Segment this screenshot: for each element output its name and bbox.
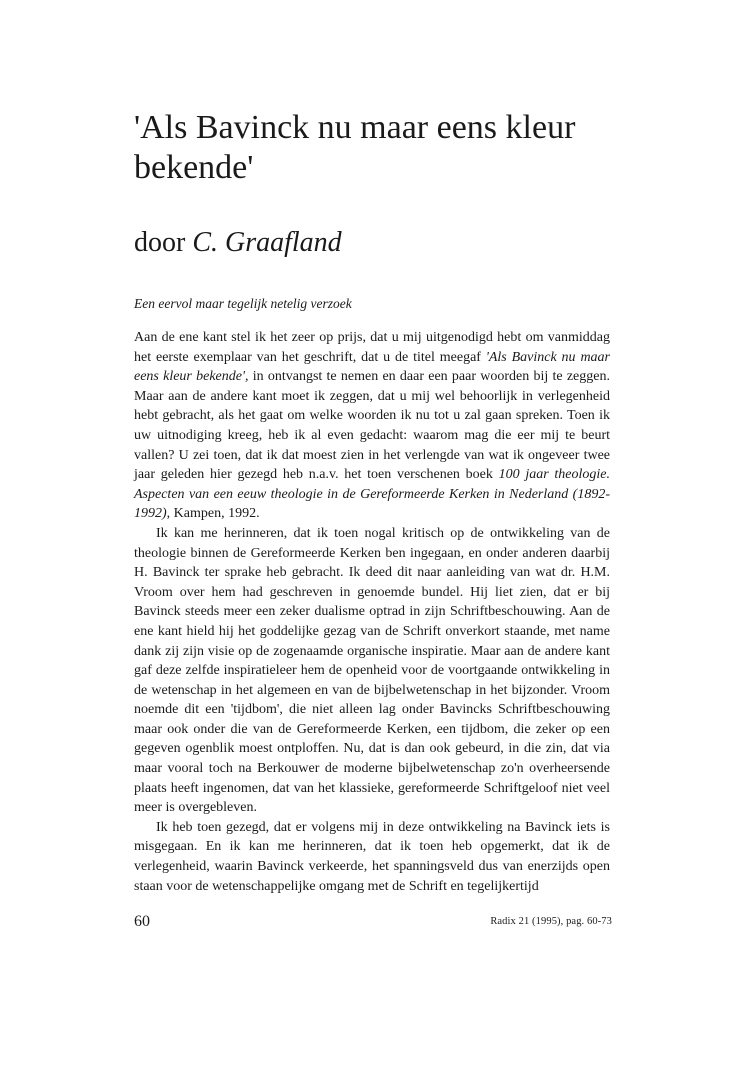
paragraph-1: [134, 328, 610, 524]
section-heading: Een eervol maar tegelijk netelig verzoek: [134, 296, 352, 311]
paragraph-1-part-c: , Kampen, 1992.: [166, 506, 260, 522]
author-name: C. Graafland: [192, 227, 342, 258]
paragraph-1-title-ref: 'Als Bavinck nu maar eens kleur bekende': [134, 349, 610, 385]
journal-citation: Radix 21 (1995), pag. 60-73: [490, 916, 612, 927]
article-title: 'Als Bavinck nu maar eens kleur bekende': [134, 109, 576, 186]
paragraph-1-book-ref: 100 jaar theologie. Aspecten van een eeuw theologie in de Gereformeerde Kerken in Nederland (1892-1992): [134, 467, 610, 522]
body-text: [134, 328, 610, 896]
author-prefix: door: [134, 227, 186, 258]
author-line: [134, 226, 342, 260]
paragraph-2: Ik kan me herinneren, dat ik toen nogal kritisch op de ontwikkeling van de theologie binnen de Gereformeerde Kerken ben ingegaan, en onder anderen daarbij H. Bavinck ter sprake heb gebracht. Ik deed dit naar aanleiding van wat dr. H.M. Vroom over hem had geschreven in genoemde bundel. Hij liet zien, dat er bij Bavinck steeds meer een zeker dualisme optrad in zijn Schriftbeschouwing. Aan de ene kant hield hij het goddelijke gezag van de Schrift onverkort staande, met name dank zij zijn visie op de zogenaamde organische inspiratie. Maar aan de andere kant gaf deze zelfde inspiratieleer hem de openheid voor de voortgaande ontwikkeling in de wetenschap in het algemeen en van de bijbelwetenschap in het bijzonder. Vroom noemde dit een 'tijdbom', die niet alleen lag onder Bavincks Schriftbeschouwing maar ook onder die van de Gereformeerde Kerken, een tijdbom, die zeker op een gegeven ogenblik moest ontploffen. Nu, dat is dan ook gebeurd, in die zin, dat via maar vooral toch na Berkouwer de moderne bijbelwetenschap zo'n overheersende plaats heeft ingenomen, dat van het klassieke, gereformeerde Schriftgeloof niet veel meer is overgebleven.: [134, 525, 610, 816]
paragraph-1-part-b: , in ontvangst te nemen en daar een paar woorden bij te zeggen. Maar aan de andere kant moet ik zeggen, dat u mij wel behoorlijk in verlegenheid hebt gebracht, als het gaat om welke woorden ik nu tot u zal gaan spreken. Toen ik uw uitnodiging kreeg, heb ik al even gedacht: waarom mag die eer mij te beurt vallen? U zei toen, dat ik dat moest zien in het verlengde van wat ik ongeveer twee jaar geleden hier gezegd heb n.a.v. het toen verschenen boek: [134, 369, 610, 483]
paragraph-3: Ik heb toen gezegd, dat er volgens mij in deze ontwikkeling na Bavinck iets is misgegaan. En ik kan me herinneren, dat ik toen heb opgemerkt, dat ik de verlegenheid, waarin Bavinck verkeerde, het spanningsveld dus van enerzijds open staan voor de wetenschappelijke omgang met de Schrift en tegelijkertijd: [134, 819, 610, 894]
page-number: 60: [134, 913, 150, 930]
paragraph-1-part-a: Aan de ene kant stel ik het zeer op prijs, dat u mij uitgenodigd hebt om vanmiddag het eerste exemplaar van het geschrift, dat u de titel meegaf: [134, 330, 610, 365]
